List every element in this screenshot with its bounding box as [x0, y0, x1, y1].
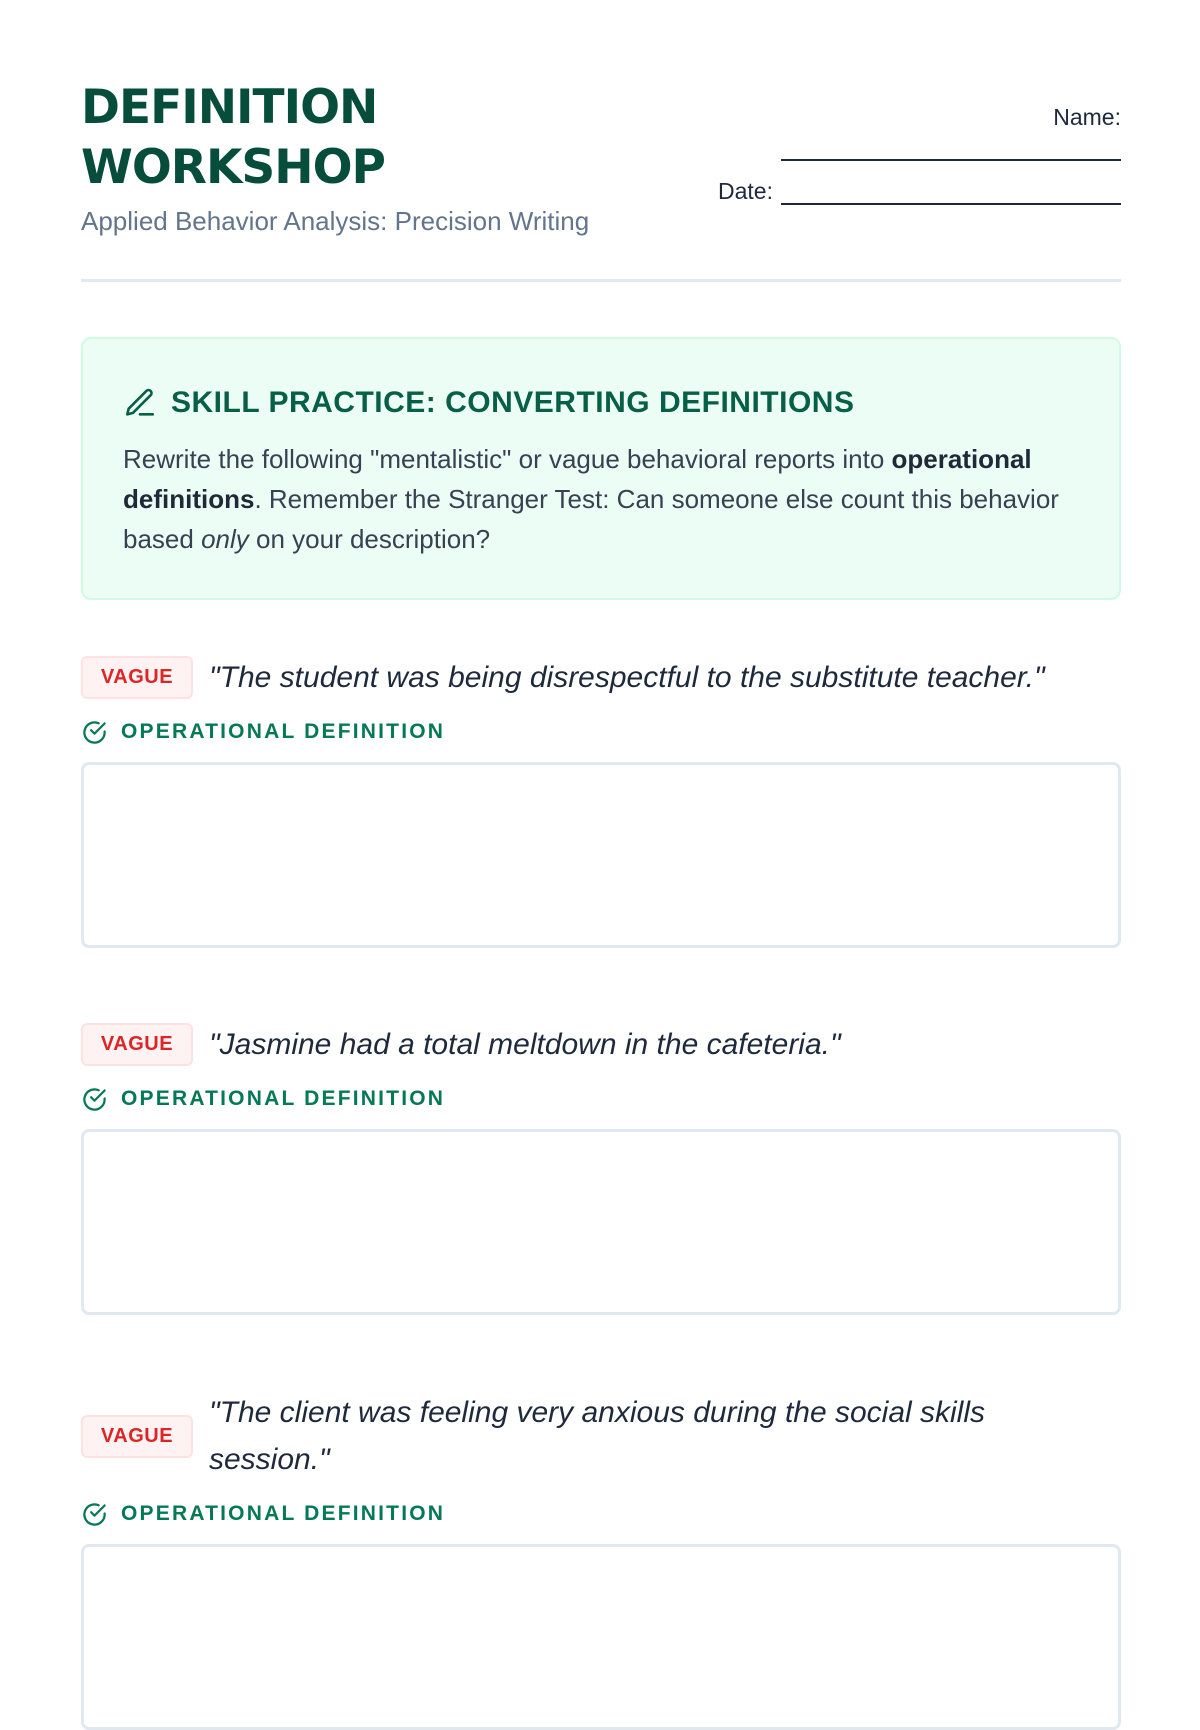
check-circle-icon	[81, 719, 108, 746]
operational-definition-label	[81, 717, 1121, 747]
vague-badge: VAGUE	[81, 656, 193, 699]
instructions-heading	[123, 386, 854, 420]
exercise-item	[81, 1021, 1121, 1315]
vague-quote: "Jasmine had a total meltdown in the cafeteria."	[209, 1028, 841, 1061]
operational-definition-label	[81, 1084, 1121, 1114]
name-field[interactable]	[781, 158, 1121, 161]
instructions-text-part: on your description?	[248, 524, 491, 554]
pencil-icon	[123, 386, 157, 420]
instructions-text-part: . Remember the Stranger Test: Can someone else count this behavior based	[123, 484, 1059, 554]
operational-definition-text: OPERATIONAL DEFINITION	[121, 1502, 446, 1525]
worksheet-page	[81, 0, 1121, 1525]
answer-box[interactable]	[81, 762, 1121, 948]
instructions-italic-term: only	[201, 524, 249, 554]
operational-definition-label	[81, 1499, 1121, 1529]
instructions-box	[81, 337, 1121, 600]
instructions-text-part: Rewrite the following "mentalistic" or vague behavioral reports into	[123, 444, 892, 474]
date-label: Date:	[718, 178, 773, 204]
check-circle-icon	[81, 1501, 108, 1528]
vague-badge: VAGUE	[81, 1415, 193, 1458]
instructions-bold-term: operational definitions	[123, 444, 1032, 514]
name-label: Name:	[1053, 104, 1121, 130]
answer-box[interactable]	[81, 1129, 1121, 1315]
page-title: DEFINITION WORKSHOP	[81, 80, 385, 195]
page-subtitle: Applied Behavior Analysis: Precision Writing	[81, 206, 590, 236]
worksheet-header	[81, 0, 1121, 282]
exercise-item	[81, 654, 1121, 948]
vague-badge: VAGUE	[81, 1023, 193, 1066]
answer-box[interactable]	[81, 1544, 1121, 1730]
vague-statement	[81, 654, 1121, 701]
instructions-title: SKILL PRACTICE: CONVERTING DEFINITIONS	[171, 386, 855, 419]
instructions-text	[123, 439, 1083, 559]
vague-quote: "The client was feeling very anxious during the social skills session."	[209, 1396, 986, 1476]
date-field[interactable]	[781, 202, 1121, 205]
student-info	[701, 100, 1121, 206]
operational-definition-text: OPERATIONAL DEFINITION	[121, 1087, 446, 1110]
check-circle-icon	[81, 1086, 108, 1113]
vague-statement	[81, 1389, 1121, 1483]
exercise-item	[81, 1389, 1121, 1730]
vague-statement	[81, 1021, 1121, 1068]
vague-quote: "The student was being disrespectful to the substitute teacher."	[209, 661, 1045, 694]
operational-definition-text: OPERATIONAL DEFINITION	[121, 720, 446, 743]
